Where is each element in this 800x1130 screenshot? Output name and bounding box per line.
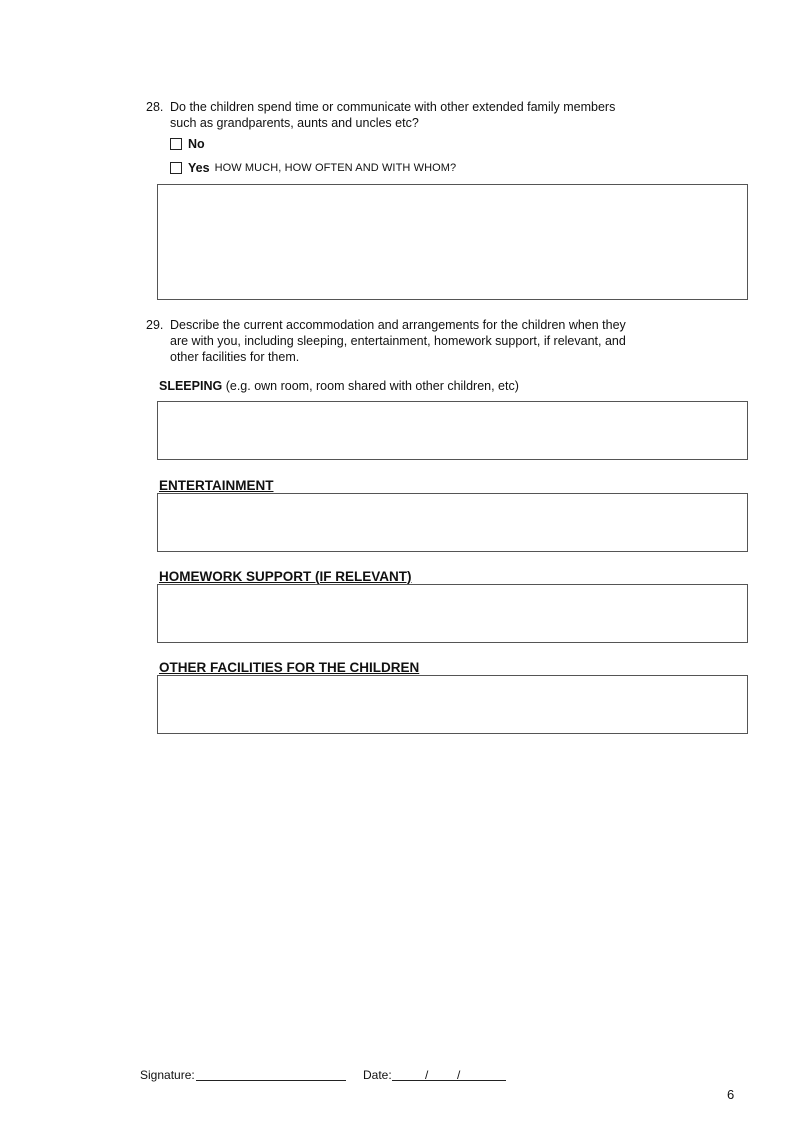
sleeping-answer-box[interactable] [157,401,748,460]
date-separator-2: / [457,1068,461,1082]
signature-line[interactable] [196,1080,346,1081]
sleeping-title: SLEEPING [159,379,223,393]
question-29-line-1: Describe the current accommodation and arrangements for the children when they [170,318,626,332]
date-line[interactable] [392,1080,506,1081]
question-29-text [170,317,690,365]
page-number: 6 [727,1087,735,1102]
no-checkbox[interactable] [170,138,182,150]
homework-heading: HOMEWORK SUPPORT (IF RELEVANT) [159,569,412,584]
date-separator-1: / [425,1068,429,1082]
sleeping-hint: (e.g. own room, room shared with other children, etc) [225,379,519,393]
other-facilities-answer-box[interactable] [157,675,748,734]
option-yes-label: Yes [188,161,210,175]
question-29-number: 29. [146,318,164,332]
other-facilities-heading: OTHER FACILITIES FOR THE CHILDREN [159,660,420,675]
question-28-line-1: Do the children spend time or communicate with other extended family members [170,100,616,114]
sleeping-label [159,379,519,393]
yes-checkbox[interactable] [170,162,182,174]
entertainment-answer-box[interactable] [157,493,748,552]
question-28-number: 28. [146,100,164,114]
question-29-line-2: are with you, including sleeping, entertainment, homework support, if relevant, and [170,334,626,348]
question-28-text [170,99,690,131]
question-28-line-2: such as grandparents, aunts and uncles etc? [170,116,419,130]
option-yes-caption: HOW MUCH, HOW OFTEN AND WITH WHOM? [214,162,457,174]
date-label: Date: [363,1068,392,1082]
option-no-label: No [188,137,205,151]
option-yes[interactable] [170,161,456,175]
family-contact-answer-box[interactable] [157,184,748,300]
entertainment-heading: ENTERTAINMENT [159,478,274,493]
question-29-line-3: other facilities for them. [170,350,300,364]
option-no[interactable] [170,137,210,151]
homework-answer-box[interactable] [157,584,748,643]
signature-label: Signature: [140,1068,195,1082]
